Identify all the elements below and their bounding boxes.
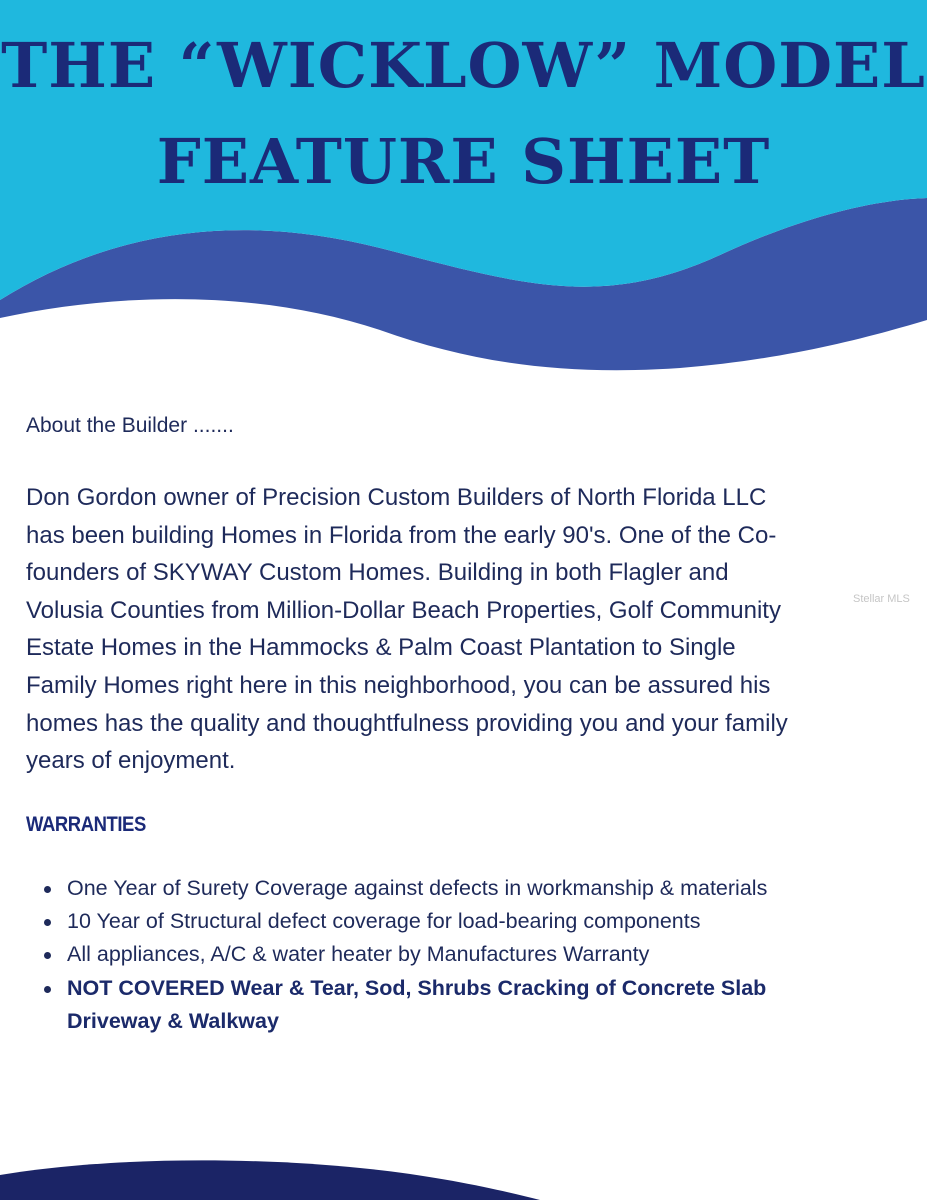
list-item [0, 938, 900, 971]
about-line: Volusia Counties from Million-Dollar Beach Properties, Golf Community [26, 596, 781, 624]
page-title [0, 18, 927, 210]
warranties-heading: WARRANTIES [26, 813, 146, 836]
about-line: Family Homes right here in this neighborhood, you can be assured his [26, 671, 771, 699]
warranties-list [0, 872, 900, 1038]
not-covered-text-line-2: Driveway & Walkway [67, 1008, 279, 1033]
about-line: founders of SKYWAY Custom Homes. Building in both Flagler and [26, 559, 729, 587]
bullet-icon [44, 886, 51, 893]
about-line: homes has the quality and thoughtfulness providing you and your family [26, 709, 788, 737]
bullet-icon [44, 952, 51, 959]
not-covered-item [0, 972, 900, 1038]
bullet-icon [44, 919, 51, 926]
about-line: has been building Homes in Florida from the early 90's. One of the Co- [26, 521, 777, 549]
list-item [0, 905, 900, 938]
title-line-1: THE “WICKLOW” MODEL [1, 29, 926, 102]
about-line: Don Gordon owner of Precision Custom Builders of North Florida LLC [26, 484, 767, 511]
mls-watermark: Stellar MLS [853, 593, 910, 605]
about-builder-heading: About the Builder ....... [26, 414, 234, 437]
warranty-item-text: All appliances, A/C & water heater by Manufactures Warranty [67, 942, 650, 967]
about-line: years of enjoyment. [26, 747, 236, 775]
warranty-item-text: 10 Year of Structural defect coverage for load-bearing components [67, 909, 701, 934]
not-covered-text-line-1: NOT COVERED Wear & Tear, Sod, Shrubs Cracking of Concrete Slab [67, 975, 767, 1000]
about-line: Estate Homes in the Hammocks & Palm Coast Plantation to Single [26, 634, 736, 662]
title-line-2: FEATURE SHEET [156, 125, 771, 198]
bottom-navy-wave [0, 1160, 540, 1200]
list-item [0, 872, 900, 905]
bullet-icon [44, 986, 51, 993]
warranty-item-text: One Year of Surety Coverage against defects in workmanship & materials [67, 876, 768, 900]
about-builder-paragraph [26, 479, 906, 780]
